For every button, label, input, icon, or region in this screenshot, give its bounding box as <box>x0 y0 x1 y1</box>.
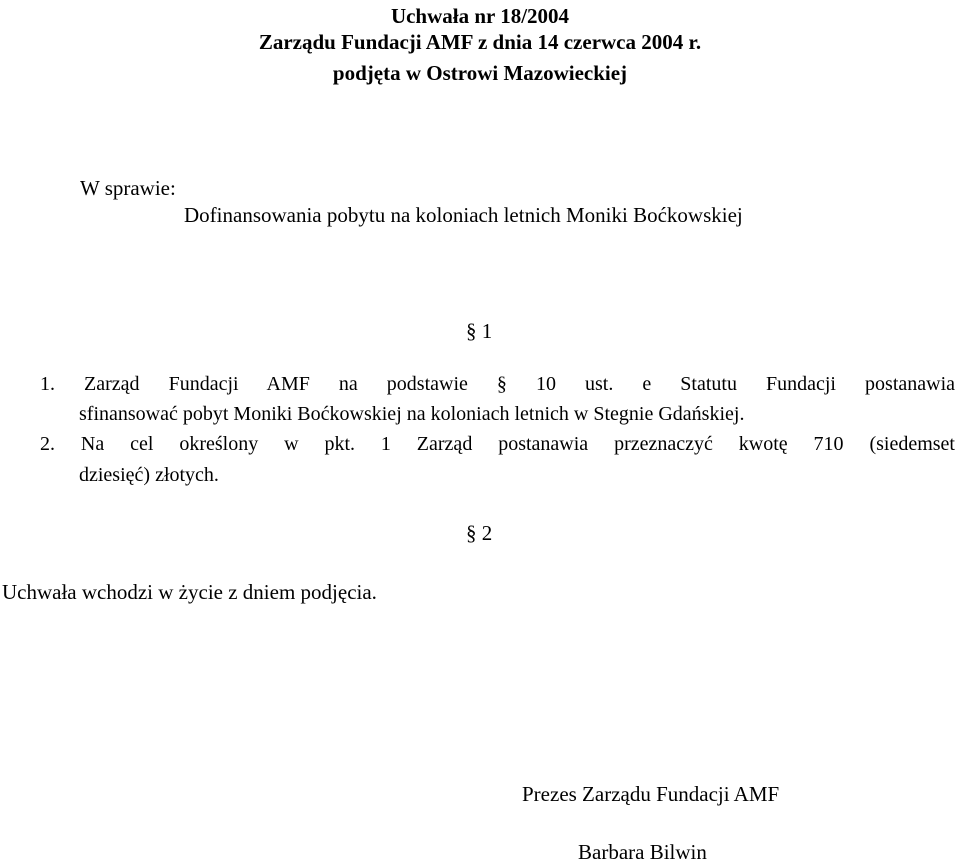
signature-name: Barbara Bilwin <box>578 840 707 864</box>
point-1-line-2: sfinansować pobyt Moniki Boćkowskiej na koloniach letnich w Stegnie Gdańskiej. <box>79 403 745 425</box>
signature-role: Prezes Zarządu Fundacji AMF <box>522 782 780 806</box>
section-heading-2: § 2 <box>466 521 493 545</box>
closing-statement: Uchwała wchodzi w życie z dniem podjęcia. <box>2 580 377 604</box>
point-2-line-1: 2. Na cel określony w pkt. 1 Zarząd postanawia przeznaczyć kwotę 710 (siedemset <box>40 433 955 455</box>
document-location: podjęta w Ostrowi Mazowieckiej <box>332 61 628 85</box>
subject-label: W sprawie: <box>80 176 176 200</box>
point-2-line-2: dziesięć) złotych. <box>79 464 219 486</box>
point-1-line-1: 1. Zarząd Fundacji AMF na podstawie § 10 ust. e Statutu Fundacji postanawia <box>40 373 955 395</box>
document-subtitle: Zarządu Fundacji AMF z dnia 14 czerwca 2004 r. <box>258 30 702 54</box>
document-title: Uchwała nr 18/2004 <box>390 4 570 28</box>
subject-text: Dofinansowania pobytu na koloniach letnich Moniki Boćkowskiej <box>184 203 743 227</box>
section-heading-1: § 1 <box>466 319 493 343</box>
